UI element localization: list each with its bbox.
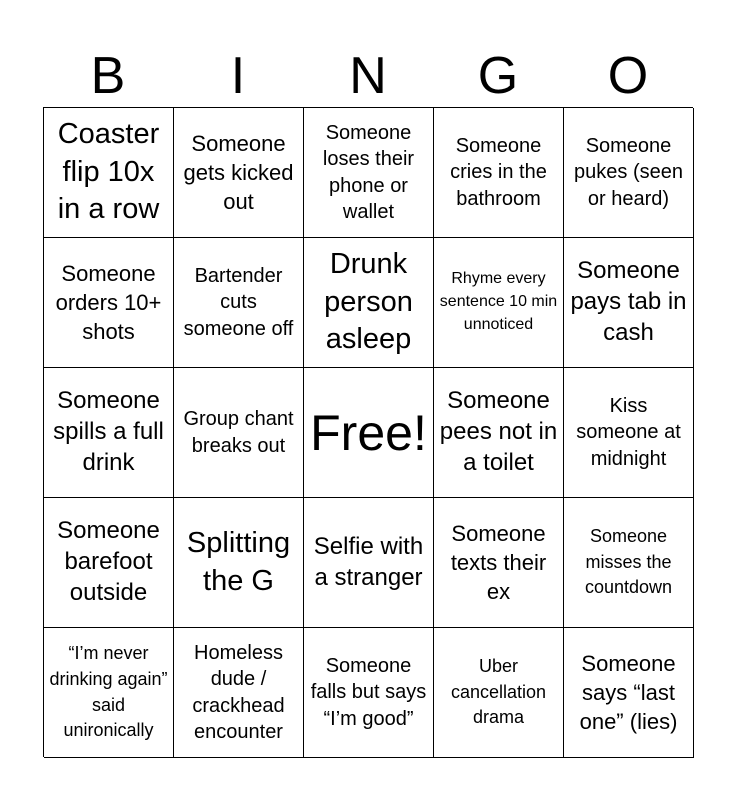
header-letter-b: B bbox=[90, 47, 126, 105]
bingo-cell[interactable]: Someone falls but says “I’m good” bbox=[304, 628, 434, 758]
bingo-cell[interactable]: Someone orders 10+ shots bbox=[44, 238, 174, 368]
header-letter-o: O bbox=[607, 47, 649, 105]
bingo-cell[interactable]: Someone pays tab in cash bbox=[564, 238, 694, 368]
bingo-cell[interactable]: Bartender cuts someone off bbox=[174, 238, 304, 368]
bingo-cell[interactable]: Homeless dude / crackhead encounter bbox=[174, 628, 304, 758]
bingo-cell[interactable]: Uber cancellation drama bbox=[434, 628, 564, 758]
bingo-cell[interactable]: Kiss someone at midnight bbox=[564, 368, 694, 498]
bingo-cell[interactable]: “I’m never drinking again” said unironically bbox=[44, 628, 174, 758]
bingo-cell[interactable]: Someone cries in the bathroom bbox=[434, 108, 564, 238]
bingo-cell[interactable]: Someone barefoot outside bbox=[44, 498, 174, 628]
bingo-cell[interactable]: Group chant breaks out bbox=[174, 368, 304, 498]
bingo-cell[interactable]: Someone spills a full drink bbox=[44, 368, 174, 498]
header-letter-g: G bbox=[477, 47, 519, 105]
bingo-cell[interactable]: Drunk person asleep bbox=[304, 238, 434, 368]
bingo-cell[interactable]: Someone texts their ex bbox=[434, 498, 564, 628]
bingo-cell[interactable]: Coaster flip 10x in a row bbox=[44, 108, 174, 238]
header-letter-n: N bbox=[349, 47, 387, 105]
bingo-cell[interactable]: Selfie with a stranger bbox=[304, 498, 434, 628]
free-space[interactable]: Free! bbox=[304, 368, 434, 498]
bingo-cell[interactable]: Someone loses their phone or wallet bbox=[304, 108, 434, 238]
bingo-board bbox=[43, 107, 693, 757]
bingo-cell[interactable]: Splitting the G bbox=[174, 498, 304, 628]
header-letter-i: I bbox=[230, 47, 246, 105]
bingo-header bbox=[43, 44, 693, 108]
bingo-cell[interactable]: Someone says “last one” (lies) bbox=[564, 628, 694, 758]
bingo-cell[interactable]: Someone pukes (seen or heard) bbox=[564, 108, 694, 238]
bingo-cell[interactable]: Rhyme every sentence 10 min unnoticed bbox=[434, 238, 564, 368]
bingo-cell[interactable]: Someone misses the countdown bbox=[564, 498, 694, 628]
bingo-cell[interactable]: Someone pees not in a toilet bbox=[434, 368, 564, 498]
bingo-cell[interactable]: Someone gets kicked out bbox=[174, 108, 304, 238]
